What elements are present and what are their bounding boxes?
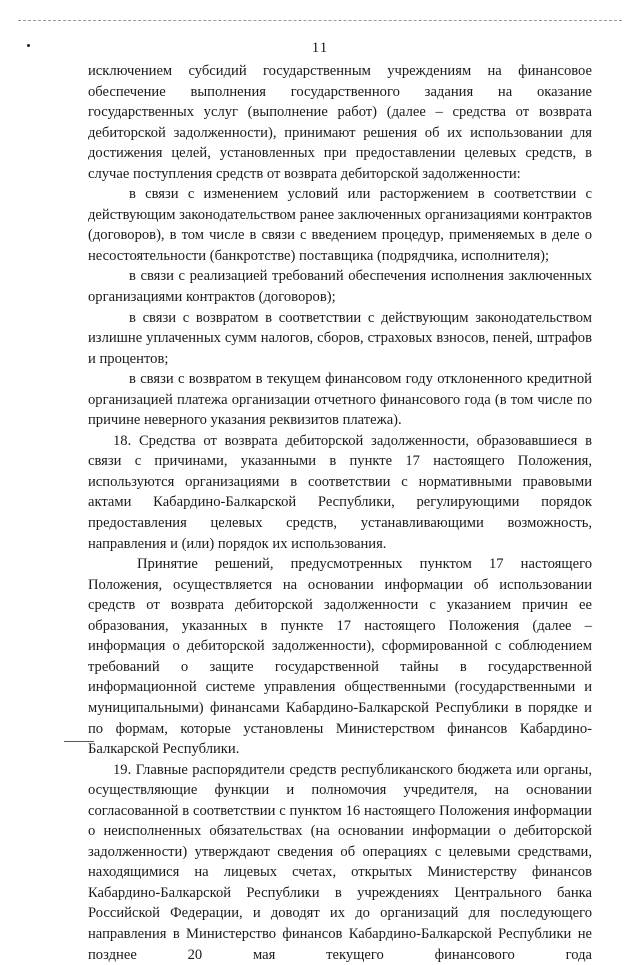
paragraph-contract-termination: в связи с изменением условий или расторжением в соответствии с действующим законодательством ранее заключенных организациями контрактов (договоров), в том числе в связи с введением процедур, применяемых в деле о несостоятельности (банкротстве) поставщика (подрядчика, исполнителя); <box>88 186 592 264</box>
paragraph-continuation: исключением субсидий государственным учреждениям на финансовое обеспечение выполнения государственного задания на оказание государственных услуг (выполнение работ) (далее – средства от возврата дебиторской задолженности), принимают решения об их использовании для достижения целей, установленных при предоставлении целевых средств, в случае поступления средств от возврата дебиторской задолженности: <box>88 63 592 182</box>
paragraph-rejected-payment: в связи с возвратом в текущем финансовом году отклоненного кредитной организацией платежа организации отчетного финансового года (в том числе по причине неверного указания реквизитов платежа). <box>88 371 592 429</box>
paragraph-19: 19. Главные распорядители средств республиканского бюджета или органы, осуществляющие функции и полномочия учредителя, на основании согласованной в соответствии с пунктом 16 настоящего Положения информации о неисполненных обязательствах (на основании информации о дебиторской задолженности) утверждают сведения об операциях с целевыми средствами, находящимися на лицевых счетах, открытых Министерству финансов Кабардино-Балкарской Республики в учреждениях Центрального банка Российской Федерации, и доводят их до организаций для последующего направления в Министерство финансов Кабардино-Балкарской Республики не позднее 20 мая текущего финансового года <box>88 761 592 963</box>
paragraph-18: 18. Средства от возврата дебиторской задолженности, образовавшиеся в связи с причинами, указанными в пункте 17 настоящего Положения, используются организациями в соответствии с нормативными правовыми актами Кабардино-Балкарской Республики, регулирующими порядок предоставления целевых средств, устанавливающими возможность, направления и (или) порядок их использования. <box>88 432 592 552</box>
paragraph-guarantee-requirements: в связи с реализацией требований обеспечения исполнения заключенных организациями контрактов (договоров); <box>88 268 592 306</box>
paragraph-tax-refund: в связи с возвратом в соответствии с действующим законодательством излишне уплаченных сумм налогов, сборов, страховых взносов, пеней, штрафов и процентов; <box>88 309 592 367</box>
paragraph-decisions: Принятие решений, предусмотренных пунктом 17 настоящего Положения, осуществляется на основании информации об использовании средств от возврата дебиторской задолженности с указанием причин ее образования, указанных в пункте 17 настоящего Положения (далее – информация о дебиторской задолженности), сформированной с соблюдением требований о защите государственной тайны в государственной информационной системе управления общественными (государственными и муниципальными) финансами Кабардино-Балкарской Республики в порядке и по формам, которые установлены Министерством финансов Кабардино-Балкарской Республики. <box>88 556 592 758</box>
scan-artifact-line <box>18 20 622 21</box>
page-number: 11 <box>311 40 329 56</box>
document-body <box>88 61 592 965</box>
